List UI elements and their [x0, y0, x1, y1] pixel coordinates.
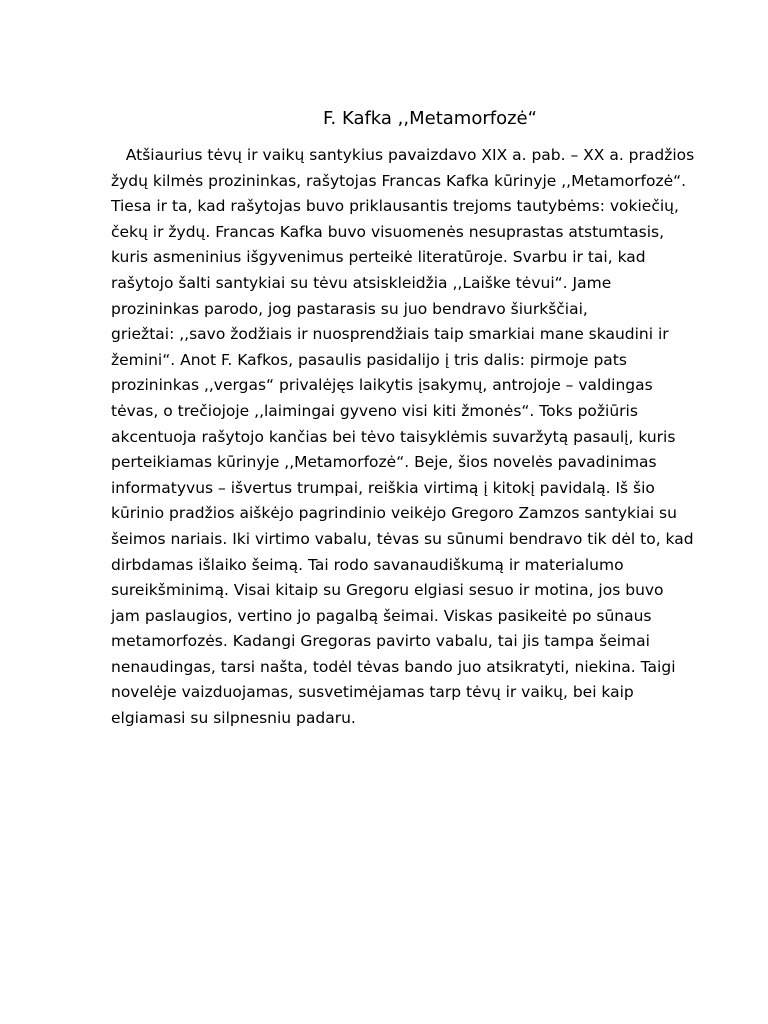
text-line: informatyvus – išvertus trumpai, reiškia virtimą į kitokį pavidalą. Iš šio [111, 478, 655, 497]
text-line: tėvas, o trečiojoje ,,laimingai gyveno visi kiti žmonės“. Toks požiūris [111, 401, 638, 420]
text-line: perteikiamas kūrinyje ,,Metamorfozė“. Beje, šios novelės pavadinimas [111, 453, 657, 472]
text-line: žydų kilmės prozininkas, rašytojas Francas Kafka kūrinyje ,,Metamorfozė“. [111, 171, 687, 190]
document-title: F. Kafka ,,Metamorfozė“ [323, 108, 537, 129]
text-line: elgiamasi su silpnesniu padaru. [111, 709, 356, 728]
essay-paragraph [111, 143, 751, 732]
text-line: novelėje vaizduojamas, susvetimėjamas tarp tėvų ir vaikų, bei kaip [111, 683, 634, 702]
text-line: Atšiaurius tėvų ir vaikų santykius pavaizdavo XIX a. pab. – XX a. pradžios [111, 146, 695, 164]
text-line: kūrinio pradžios aiškėjo pagrindinio veikėjo Gregoro Zamzos santykiai su [111, 504, 677, 523]
text-line: šeimos nariais. Iki virtimo vabalu, tėvas su sūnumi bendravo tik dėl to, kad [111, 529, 694, 548]
text-line: čekų ir žydų. Francas Kafka buvo visuomenės nesuprastas atstumtasis, [111, 222, 665, 241]
text-line: griežtai: ,,savo žodžiais ir nuosprendžiais taip smarkiai mane skaudini ir [111, 325, 669, 344]
text-line: prozininkas ,,vergas“ privalėjęs laikytis įsakymų, antrojoje – valdingas [111, 376, 653, 395]
text-line: Tiesa ir ta, kad rašytojas buvo priklausantis trejoms tautybėms: vokiečių, [111, 197, 679, 216]
text-line: jam paslaugios, vertino jo pagalbą šeimai. Viskas pasikeitė po sūnaus [111, 606, 652, 625]
text-line: nenaudingas, tarsi našta, todėl tėvas bando juo atsikratyti, niekina. Taigi [111, 657, 676, 676]
text-line: akcentuoja rašytojo kančias bei tėvo taisyklėmis suvaržytą pasaulį, kuris [111, 427, 676, 446]
text-line: kuris asmeninius išgyvenimus perteikė literatūroje. Svarbu ir tai, kad [111, 248, 646, 267]
text-line: žemini“. Anot F. Kafkos, pasaulis pasidalijo į tris dalis: pirmoje pats [111, 350, 627, 369]
text-line: sureikšminimą. Visai kitaip su Gregoru elgiasi sesuo ir motina, jos buvo [111, 581, 664, 600]
text-line: dirbdamas išlaiko šeimą. Tai rodo savanaudiškumą ir materialumo [111, 555, 624, 574]
text-line: rašytojo šalti santykiai su tėvu atsiskleidžia ,,Laiške tėvui“. Jame [111, 273, 612, 292]
text-line: metamorfozės. Kadangi Gregoras pavirto vabalu, tai jis tampa šeimai [111, 632, 650, 651]
text-line: prozininkas parodo, jog pastarasis su juo bendravo šiurkščiai, [111, 299, 588, 318]
